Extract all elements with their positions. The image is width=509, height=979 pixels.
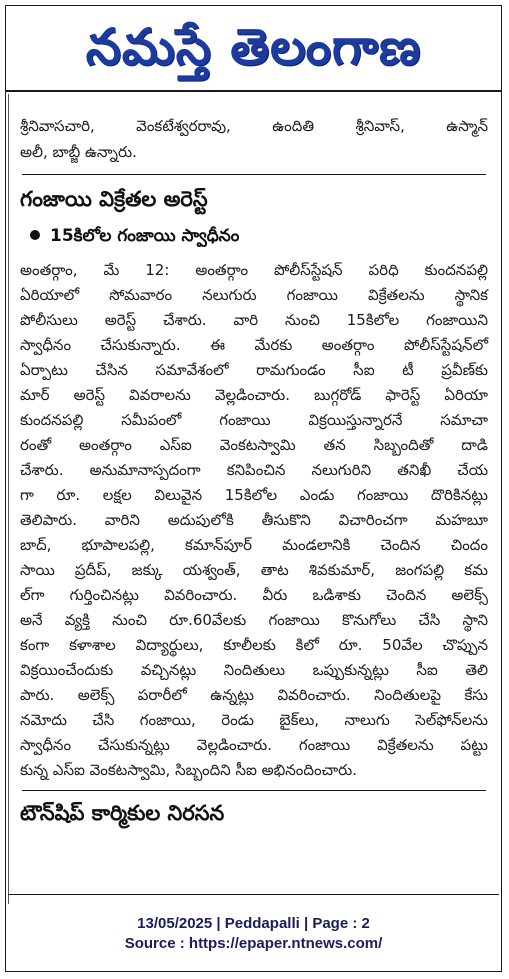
- main-article-line: కంగా కళాశాల విద్యార్థులు, కూలీలకు కిలో రూ. 50వేల చొప్పున: [20, 636, 488, 654]
- main-article-line: అనే వ్యక్తి నుంచి రూ.60వేలకు గంజాయి కొనుగోలు చేసి స్థాని: [20, 611, 488, 629]
- main-article-line: స్వాధీనం చేసుకున్నారు. ఈ మేరకు అంతర్గాం పోలీస్‌స్టేషన్‌లో: [20, 336, 488, 354]
- footer-date-edition-page: 13/05/2025 | Peddapalli | Page : 2: [137, 915, 370, 932]
- bullet-icon: [30, 230, 40, 240]
- top-article-line: శ్రీనివాసచారి, వెంకటేశ్వరరావు, ఉందితి శ్రీనివాస్, ఉస్మాన్: [20, 117, 488, 135]
- main-article-line: ఏర్పాటు చేసిన సమావేశంలో రామగుండం సీఐ టీ ప్రవీణ్‌కు: [20, 361, 488, 379]
- main-article-subhead: [20, 224, 239, 248]
- main-article-line: పోలీసులు అరెస్ట్ చేశారు. వారి నుంచి 15కిలోల గంజాయిని: [20, 311, 488, 329]
- footer-source-link[interactable]: Source : https://epaper.ntnews.com/: [124, 935, 383, 952]
- main-article-line: నమోదు చేసి గంజాయి, రెండు బైక్‌లు, నాలుగు సెల్‌ఫోన్‌లను: [20, 711, 488, 729]
- article-separator: [22, 790, 486, 791]
- main-article-line: ఏరియాలో సోమవారం నలుగురు గంజాయి విక్రేతలను స్థానిక: [20, 286, 488, 304]
- main-article-line: రంతో అంతర్గాం ఎస్ఐ వెంకటస్వామి తన సిబ్బందితో దాడి: [20, 436, 488, 454]
- main-article-line: పారు. అలెక్స్ పరారీలో ఉన్నట్లు వివరించారు. నిందితులపై కేసు: [20, 686, 488, 704]
- main-article-line: స్వాధీనం చేసుకున్నట్లు వెల్లడించారు. గంజాయి విక్రేతలను పట్టు: [20, 736, 488, 754]
- top-article-line: అలీ, బాబ్జీ ఉన్నారు.: [20, 143, 137, 161]
- main-article-subhead-text: 15కిలోల గంజాయి స్వాధీనం: [50, 226, 240, 246]
- main-article-line: సాయి ప్రదీప్, జక్కు యశ్వంత్, తాట శివకుమార్, జంగపల్లి కమ: [20, 561, 488, 579]
- main-article-line: మార్ అరెస్ట్ వివరాలను వెల్లడించారు. బుగ్గరోడ్ ఫారెస్ట్ ఏరియా: [20, 386, 488, 404]
- main-article-headline: గంజాయి విక్రేతల అరెస్ట్: [20, 187, 208, 211]
- main-article-line: కుందనపల్లి సమీపంలో గంజాయి విక్రయిస్తున్నారనే సమాచా: [20, 411, 488, 429]
- masthead-title: నమస్తే తెలంగాణ: [85, 18, 422, 76]
- main-article-line: తెలిపారు. వారిని అదుపులోకి తీసుకొని విచారించగా మహబూ: [20, 511, 488, 529]
- clipping-bottom-rule: [8, 894, 499, 895]
- article-separator: [22, 174, 486, 175]
- next-article-headline: టౌన్‌షిప్ కార్మికుల నిరసన: [20, 801, 225, 825]
- masthead: [6, 6, 501, 90]
- main-article-line: కున్న ఎస్ఐ వెంకటస్వామి, సిబ్బందిని సీఐ అభినందించారు.: [20, 761, 357, 779]
- main-article-line: చేశారు. అనుమానాస్పదంగా కనిపించిన నలుగురిని తనిఖీ చేయ: [20, 461, 488, 479]
- main-article-line: గా రూ. లక్షల విలువైన 15కిలోల ఎండు గంజాయి దొరికినట్లు: [20, 486, 488, 504]
- masthead-divider: [6, 90, 501, 92]
- main-article-line: విక్రయించేందుకు వచ్చినట్లు నిందితులు ఒప్పుకున్నట్లు సీఐ తెలి: [20, 661, 488, 679]
- newspaper-clipping: [5, 5, 502, 972]
- main-article-line: బాద్, భూపాలపల్లి, కమాన్‌పూర్ మండలానికి చెందిన చిందం: [20, 536, 488, 554]
- main-article-line: ల్‌గా గుర్తించినట్లు వివరించారు. వీరు ఒడిశాకు చెందిన అలెక్స్: [20, 586, 488, 604]
- main-article-line: అంతర్గాం, మే 12: అంతర్గాం పోలీస్‌స్టేషన్ పరిధి కుందనపల్లి: [20, 261, 488, 279]
- clipping-footer: [6, 908, 501, 954]
- column-divider: [8, 94, 9, 904]
